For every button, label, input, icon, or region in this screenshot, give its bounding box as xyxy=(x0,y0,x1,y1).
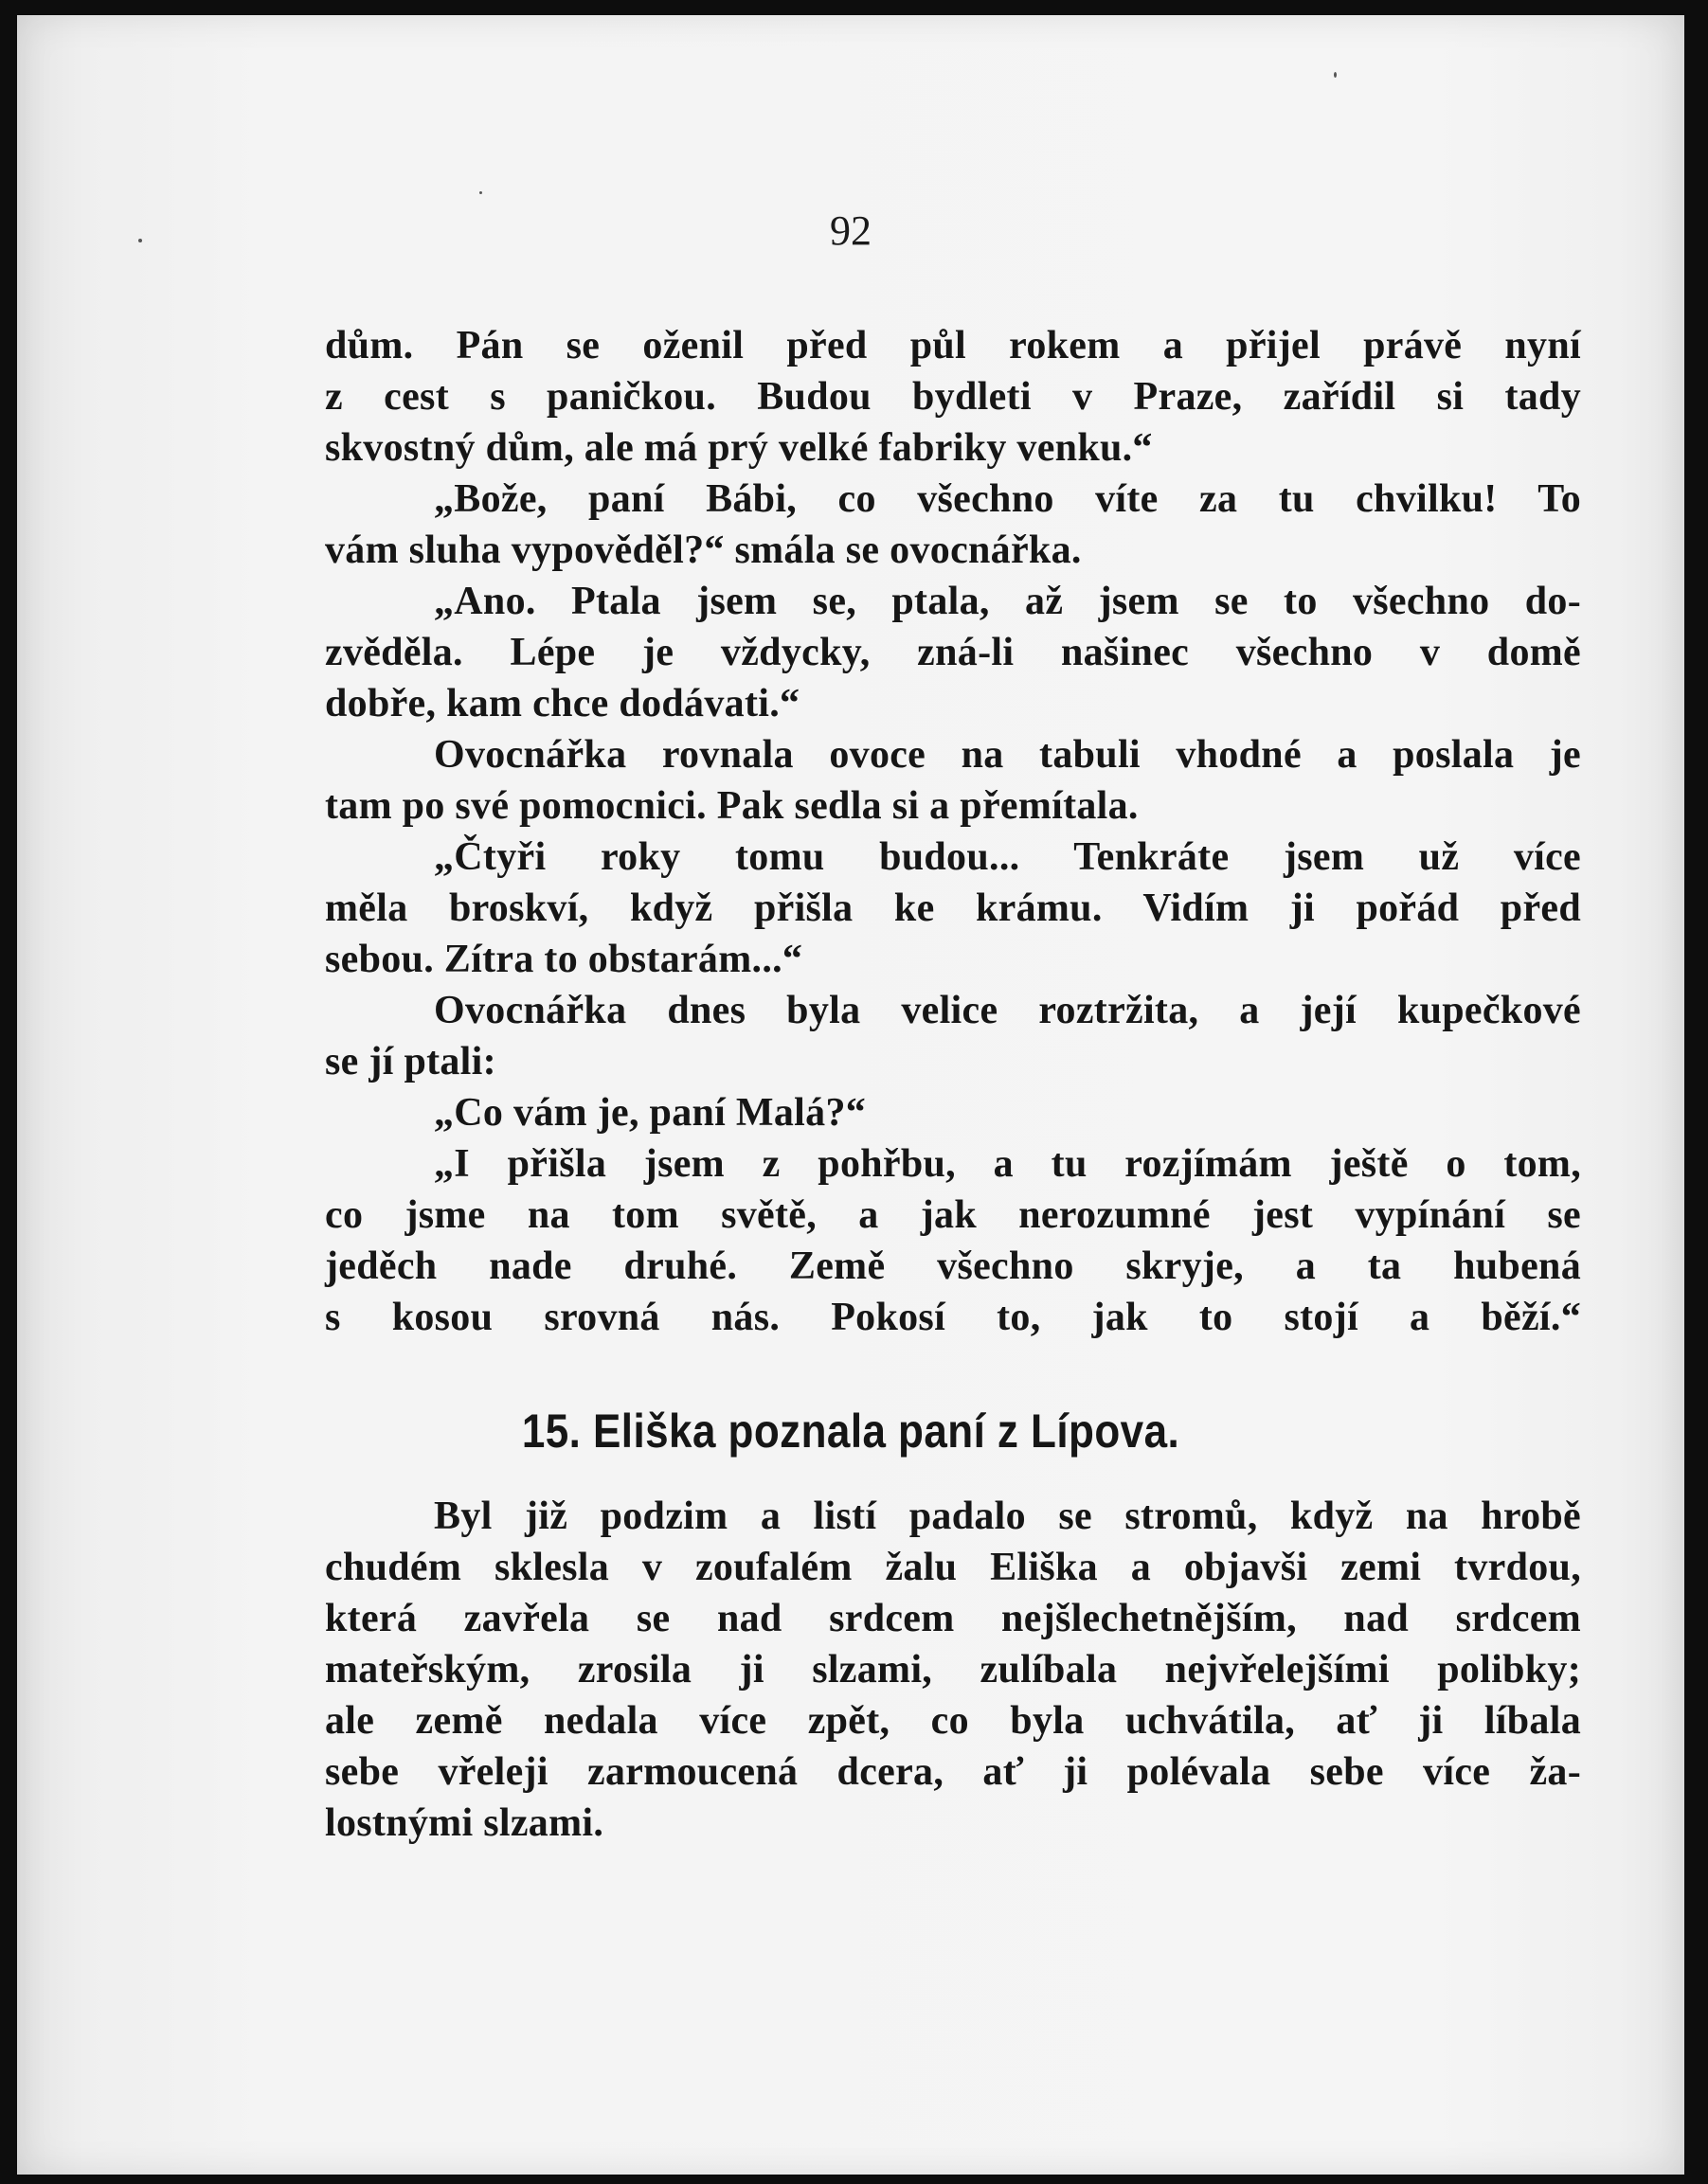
print-speck xyxy=(1334,72,1337,78)
text-line: sebou. Zítra to obstarám...“ xyxy=(325,938,803,981)
text-line: skvostný dům, ale má prý velké fabriky venku.“ xyxy=(325,426,1153,470)
text-line: Ovocnářka rovnala ovoce na tabuli vhodné a poslala je xyxy=(434,733,1581,777)
text-line: chudém sklesla v zoufalém žalu Eliška a objavši zemi tvrdou, xyxy=(325,1546,1581,1589)
book-page xyxy=(17,15,1684,2175)
text-line: ale země nedala více zpět, co byla uchvátila, ať ji líbala xyxy=(325,1699,1581,1743)
text-line: která zavřela se nad srdcem nejšlechetnějším, nad srdcem xyxy=(325,1597,1581,1640)
body-text-section-2 xyxy=(325,1491,1581,1849)
text-line: mateřským, zrosila ji slzami, zulíbala nejvřelejšími polibky; xyxy=(325,1648,1581,1692)
text-line: jeděch nade druhé. Země všechno skryje, a ta hubená xyxy=(325,1244,1581,1288)
text-line: z cest s paničkou. Budou bydleti v Praze, zařídil si tady xyxy=(325,375,1581,419)
text-line: „Čtyři roky tomu budou... Tenkráte jsem už více xyxy=(434,835,1581,879)
text-line: „Bože, paní Bábi, co všechno víte za tu chvilku! To xyxy=(434,477,1581,521)
text-line: co jsme na tom světě, a jak nerozumné jest vypínání se xyxy=(325,1193,1581,1237)
text-line: dům. Pán se oženil před půl rokem a přijel právě nyní xyxy=(325,324,1581,367)
text-line: Byl již podzim a listí padalo se stromů, když na hrobě xyxy=(434,1495,1581,1538)
text-line: „Co vám je, paní Malá?“ xyxy=(434,1091,867,1135)
text-line: lostnými slzami. xyxy=(325,1801,604,1845)
text-line: dobře, kam chce dodávati.“ xyxy=(325,682,800,725)
text-line: měla broskví, když přišla ke krámu. Vidím ji pořád před xyxy=(325,886,1581,930)
body-text-section-1 xyxy=(325,320,1581,1343)
text-line: tam po své pomocnici. Pak sedla si a přemítala. xyxy=(325,784,1139,828)
text-line: „I přišla jsem z pohřbu, a tu rozjímám ještě o tom, xyxy=(434,1142,1581,1186)
text-line: Ovocnářka dnes byla velice roztržita, a její kupečkové xyxy=(434,989,1581,1032)
text-line: sebe vřeleji zarmoucená dcera, ať ji polévala sebe více ža- xyxy=(325,1750,1581,1794)
text-line: vám sluha vypověděl?“ smála se ovocnářka. xyxy=(325,528,1082,572)
print-speck xyxy=(479,191,482,194)
chapter-heading: 15. Eliška poznala paní z Lípova. xyxy=(521,1405,1180,1458)
text-line: se jí ptali: xyxy=(325,1040,496,1083)
text-line: „Ano. Ptala jsem se, ptala, až jsem se to všechno do- xyxy=(434,580,1581,623)
page-number: 92 xyxy=(830,207,872,254)
text-line: zvěděla. Lépe je vždycky, zná-li našinec všechno v domě xyxy=(325,631,1581,674)
text-line: s kosou srovná nás. Pokosí to, jak to stojí a běží.“ xyxy=(325,1296,1581,1339)
